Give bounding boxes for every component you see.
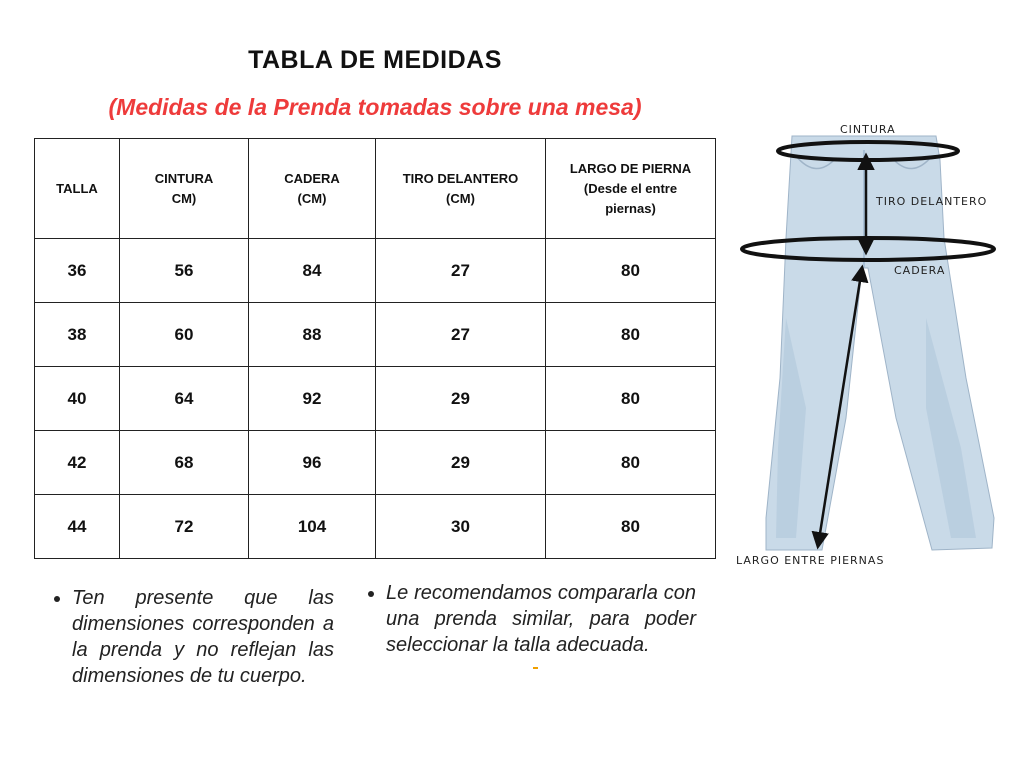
table-cell: 68 — [120, 431, 249, 495]
column-header: TALLA — [35, 139, 120, 239]
table-cell: 38 — [35, 303, 120, 367]
table-cell: 27 — [376, 303, 546, 367]
table-cell: 96 — [249, 431, 376, 495]
table-row — [35, 431, 716, 495]
table-cell: 88 — [249, 303, 376, 367]
rise-label: TIRO DELANTERO — [876, 195, 988, 208]
decorative-dash — [533, 667, 538, 669]
note-compare-garment — [362, 580, 696, 658]
note-list — [362, 580, 696, 658]
column-header: CADERA (CM) — [249, 139, 376, 239]
note-item: • Ten presente que las dimensiones corresponden a la prenda y no reflejan las dimensiones de tu cuerpo. — [72, 585, 334, 689]
table-row — [35, 367, 716, 431]
table-row — [35, 239, 716, 303]
column-header: TIRO DELANTERO (CM) — [376, 139, 546, 239]
waist-label: CINTURA — [840, 123, 896, 136]
page-subtitle: (Medidas de la Prenda tomadas sobre una mesa) — [108, 94, 642, 120]
table-cell: 29 — [376, 367, 546, 431]
table-cell: 40 — [35, 367, 120, 431]
table-cell: 60 — [120, 303, 249, 367]
jeans-measurement-diagram — [736, 118, 1024, 578]
table-cell: 27 — [376, 239, 546, 303]
column-header: LARGO DE PIERNA (Desde el entre piernas) — [546, 139, 716, 239]
column-header: CINTURA CM) — [120, 139, 249, 239]
page-title: TABLA DE MEDIDAS — [248, 46, 502, 74]
table-cell: 84 — [249, 239, 376, 303]
table-cell: 29 — [376, 431, 546, 495]
table-header-row — [35, 139, 716, 239]
table-cell: 64 — [120, 367, 249, 431]
table-cell: 80 — [546, 431, 716, 495]
table-cell: 80 — [546, 367, 716, 431]
inseam-label: LARGO ENTRE PIERNAS — [736, 554, 885, 567]
table-cell: 30 — [376, 495, 546, 559]
table-cell: 72 — [120, 495, 249, 559]
table-row — [35, 495, 716, 559]
size-table — [34, 138, 716, 559]
table-cell: 92 — [249, 367, 376, 431]
table-cell: 42 — [35, 431, 120, 495]
table-cell: 80 — [546, 495, 716, 559]
table-cell: 44 — [35, 495, 120, 559]
table-row — [35, 303, 716, 367]
table-cell: 104 — [249, 495, 376, 559]
table-cell: 80 — [546, 303, 716, 367]
note-item: • Le recomendamos compararla con una prenda similar, para poder seleccionar la talla adecuada. — [386, 580, 696, 658]
table-cell: 80 — [546, 239, 716, 303]
note-garment-dimensions — [48, 585, 334, 689]
hip-label: CADERA — [894, 264, 946, 277]
note-list — [48, 585, 334, 689]
table-cell: 36 — [35, 239, 120, 303]
jeans-diagram-svg — [736, 118, 1024, 578]
table-cell: 56 — [120, 239, 249, 303]
